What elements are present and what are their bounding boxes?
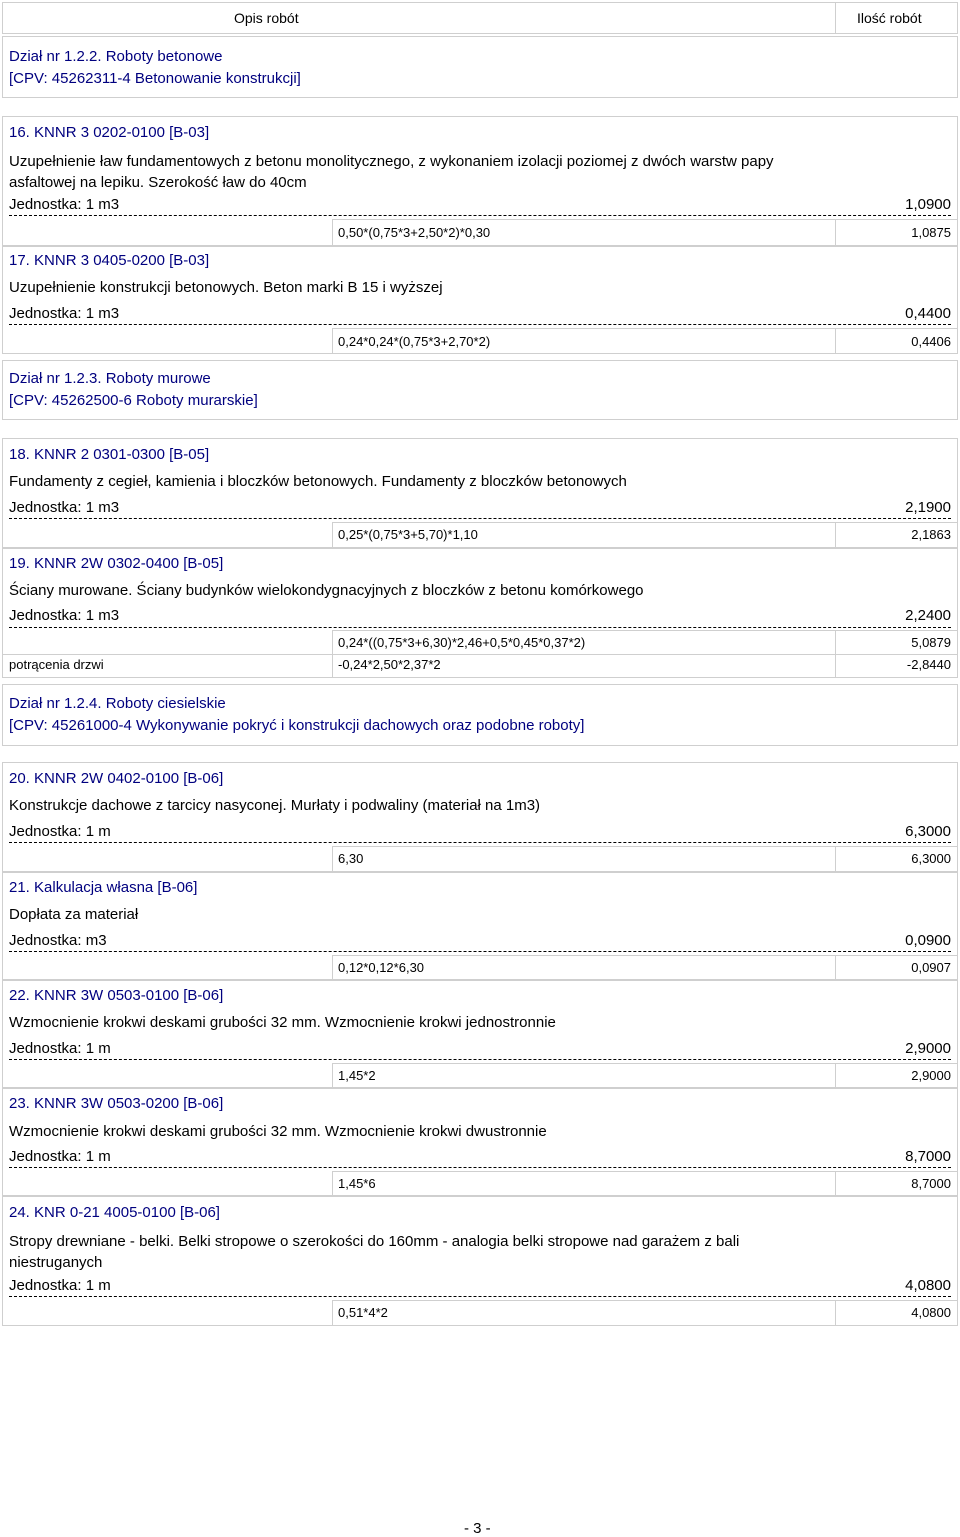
item-quantity: 2,1900 [905,499,951,516]
item-unit: Jednostka: 1 m3 [9,499,120,516]
item-description: Stropy drewniane - belki. Belki stropowe o szerokości do 160mm - analogia belki stropowe nad garażem z bali niestruganych [9,1233,740,1271]
item-code: 22. KNNR 3W 0503-0100 [B-06] [9,987,224,1004]
calc-formula: 1,45*6 [338,1176,376,1191]
item-unit: Jednostka: 1 m [9,1148,111,1165]
item-quantity: 2,9000 [905,1040,951,1057]
item-description: Dopłata za materiał [9,906,139,923]
item-quantity: 2,2400 [905,607,951,624]
section-box [2,684,958,746]
item-quantity: 6,3000 [905,823,951,840]
item-code: 18. KNNR 2 0301-0300 [B-05] [9,446,210,463]
item-description: Wzmocnienie krokwi deskami grubości 32 mm. Wzmocnienie krokwi dwustronnie [9,1123,547,1140]
calc-value: 1,0875 [911,225,951,240]
item-unit: Jednostka: 1 m [9,1040,111,1057]
item-code: 24. KNR 0-21 4005-0100 [B-06] [9,1204,220,1221]
item-unit: Jednostka: m3 [9,932,107,949]
section-title: Dział nr 1.2.2. Roboty betonowe [9,48,223,65]
section-title: Dział nr 1.2.3. Roboty murowe [9,370,211,387]
item-unit: Jednostka: 1 m [9,1277,111,1294]
calc-value: 2,9000 [911,1068,951,1083]
calc-value: 4,0800 [911,1305,951,1320]
calc-formula: -0,24*2,50*2,37*2 [338,657,441,672]
calc-formula: 1,45*2 [338,1068,376,1083]
item-quantity: 4,0800 [905,1277,951,1294]
page-number: - 3 - [464,1520,491,1537]
item-code: 16. KNNR 3 0202-0100 [B-03] [9,124,210,141]
item-code: 19. KNNR 2W 0302-0400 [B-05] [9,555,224,572]
item-code: 23. KNNR 3W 0503-0200 [B-06] [9,1095,224,1112]
table-header [2,2,958,34]
item-description: Ściany murowane. Ściany budynków wielokondygnacyjnych z bloczków z betonu komórkowego [9,582,644,599]
calc-value: -2,8440 [906,657,951,672]
item-unit: Jednostka: 1 m3 [9,305,120,322]
section-cpv: [CPV: 45262311-4 Betonowanie konstrukcji] [9,70,301,87]
calc-label: potrącenia drzwi [9,657,104,672]
header-quantity: Ilość robót [857,10,922,26]
item-quantity: 1,0900 [905,196,951,213]
item-quantity: 0,4400 [905,305,951,322]
item-code: 21. Kalkulacja własna [B-06] [9,879,198,896]
calc-formula: 0,12*0,12*6,30 [338,960,425,975]
item-code: 20. KNNR 2W 0402-0100 [B-06] [9,770,224,787]
item-description: Fundamenty z cegieł, kamienia i bloczków betonowych. Fundamenty z bloczków betonowych [9,473,627,490]
calc-formula: 6,30 [338,851,364,866]
calc-formula: 0,24*((0,75*3+6,30)*2,46+0,5*0,45*0,37*2) [338,635,586,650]
item-code: 17. KNNR 3 0405-0200 [B-03] [9,252,210,269]
calc-value: 8,7000 [911,1176,951,1191]
header-description: Opis robót [234,10,299,26]
item-quantity: 0,0900 [905,932,951,949]
section-box [2,36,958,98]
calc-formula: 0,50*(0,75*3+2,50*2)*0,30 [338,225,491,240]
section-cpv: [CPV: 45262500-6 Roboty murarskie] [9,392,258,409]
calc-formula: 0,25*(0,75*3+5,70)*1,10 [338,527,478,542]
item-quantity: 8,7000 [905,1148,951,1165]
item-unit: Jednostka: 1 m3 [9,607,120,624]
item-description: Konstrukcje dachowe z tarcicy nasyconej. Murłaty i podwaliny (materiał na 1m3) [9,797,541,814]
section-box [2,360,958,420]
calc-value: 5,0879 [911,635,951,650]
item-description: Uzupełnienie ław fundamentowych z betonu monolitycznego, z wykonaniem izolacji poziomej z dwóch warstw papy asfaltowej na lepiku. Szerokość ław do 40cm [9,153,774,191]
item-unit: Jednostka: 1 m3 [9,196,120,213]
item-unit: Jednostka: 1 m [9,823,111,840]
calc-value: 0,0907 [911,960,951,975]
section-cpv: [CPV: 45261000-4 Wykonywanie pokryć i konstrukcji dachowych oraz podobne roboty] [9,717,585,734]
calc-value: 2,1863 [911,527,951,542]
item-description: Uzupełnienie konstrukcji betonowych. Beton marki B 15 i wyższej [9,279,443,296]
section-title: Dział nr 1.2.4. Roboty ciesielskie [9,695,226,712]
item-description: Wzmocnienie krokwi deskami grubości 32 mm. Wzmocnienie krokwi jednostronnie [9,1014,556,1031]
calc-formula: 0,51*4*2 [338,1305,388,1320]
calc-value: 0,4406 [911,334,951,349]
calc-formula: 0,24*0,24*(0,75*3+2,70*2) [338,334,491,349]
calc-value: 6,3000 [911,851,951,866]
